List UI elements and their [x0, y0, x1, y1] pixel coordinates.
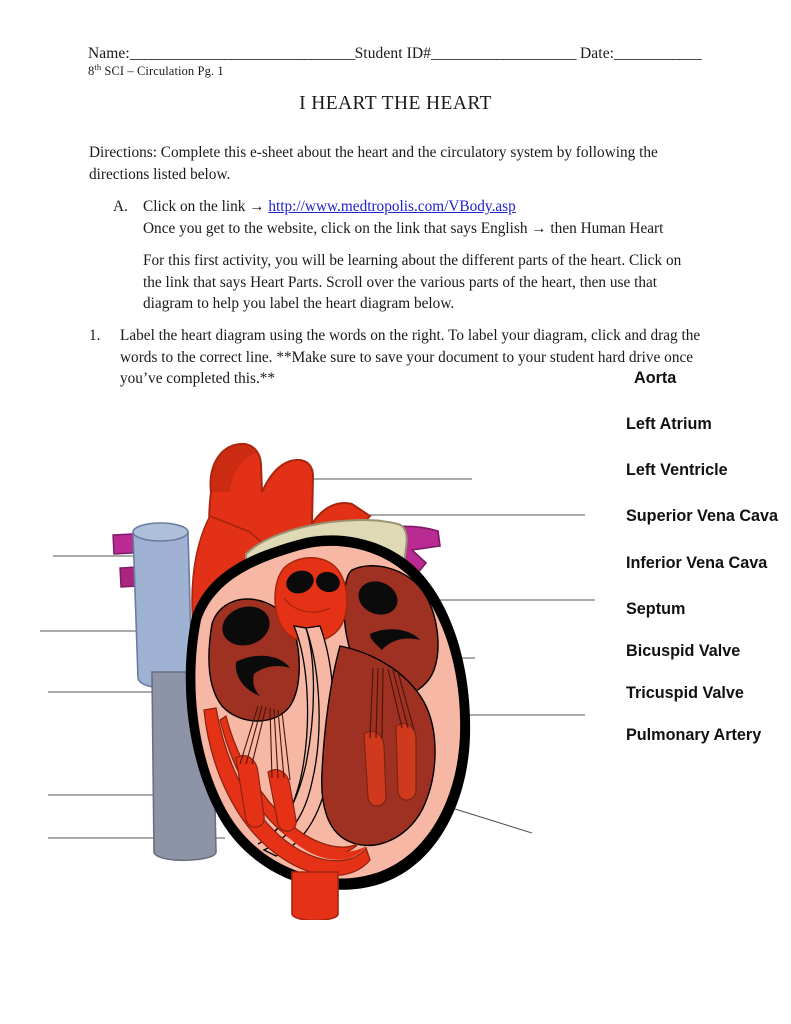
student-id-blank-rule[interactable]: ____________________: [431, 45, 577, 62]
arrow-glyph-2: →: [531, 219, 547, 237]
word-bank-item-aorta[interactable]: Aorta: [634, 369, 677, 387]
list-item-1: [89, 325, 701, 390]
list-item-1-body: Label the heart diagram using the words on the right. To label your diagram, click and drag the words to the correct line. **Make sure to save your document to your student hard drive once you’ve completed this.**: [120, 327, 701, 387]
word-bank-item-left-ventricle[interactable]: Left Ventricle: [626, 461, 728, 479]
human-heart-text: then Human Heart: [546, 219, 664, 237]
word-bank-item-superior-vena-cava[interactable]: Superior Vena Cava: [626, 507, 779, 525]
date-blank-rule[interactable]: ____________: [614, 45, 702, 62]
header-name-date-row: [88, 44, 700, 63]
student-id-label: Student ID#: [354, 45, 432, 62]
word-bank-item-bicuspid-valve[interactable]: Bicuspid Valve: [626, 642, 741, 660]
word-bank-item-inferior-vena-cava[interactable]: Inferior Vena Cava: [626, 553, 768, 572]
list-item-a: [113, 196, 703, 239]
course-subtitle: [88, 61, 700, 79]
list-item-a-body: [143, 196, 703, 239]
date-label: Date:: [580, 45, 615, 62]
superior-vena-cava-vessel: [133, 523, 192, 688]
english-instruction-line: [143, 218, 703, 240]
list-marker-a: A.: [113, 198, 128, 215]
word-bank-item-left-atrium[interactable]: Left Atrium: [626, 415, 712, 433]
word-bank-item-tricuspid-valve[interactable]: Tricuspid Valve: [626, 684, 744, 702]
directions-paragraph: Directions: Complete this e-sheet about the heart and the circulatory system by following the directions listed below.: [89, 144, 658, 183]
english-lead-text: Once you get to the website, click on the link that says English: [143, 219, 532, 237]
arrow-glyph: →: [249, 198, 269, 215]
name-label: Name:: [88, 45, 130, 62]
link-lead-text: Click on the link: [143, 198, 250, 215]
name-blank-rule[interactable]: _______________________________: [129, 45, 355, 62]
list-marker-1: 1.: [89, 327, 101, 344]
heart-diagram: [40, 420, 640, 920]
course-grade-ordinal: th: [94, 61, 102, 72]
medtropolis-link[interactable]: http://www.medtropolis.com/VBody.asp: [268, 198, 516, 215]
header-fields: [88, 44, 700, 79]
course-description: SCI – Circulation Pg. 1: [101, 64, 224, 78]
word-bank-item-septum[interactable]: Septum: [626, 600, 686, 618]
link-instruction-line: [143, 196, 703, 218]
page-title: I HEART THE HEART: [299, 93, 492, 114]
activity-paragraph: For this first activity, you will be learning about the different parts of the heart. Click on the link that says Heart Parts. Scroll over the various parts of the heart, then use that diagram to help you label the heart diagram below.: [143, 252, 682, 312]
word-bank-item-pulmonary-artery[interactable]: Pulmonary Artery: [626, 726, 762, 744]
course-grade-number: 8: [88, 64, 95, 78]
word-bank: [626, 366, 786, 770]
descending-aorta-stub: [292, 872, 338, 920]
